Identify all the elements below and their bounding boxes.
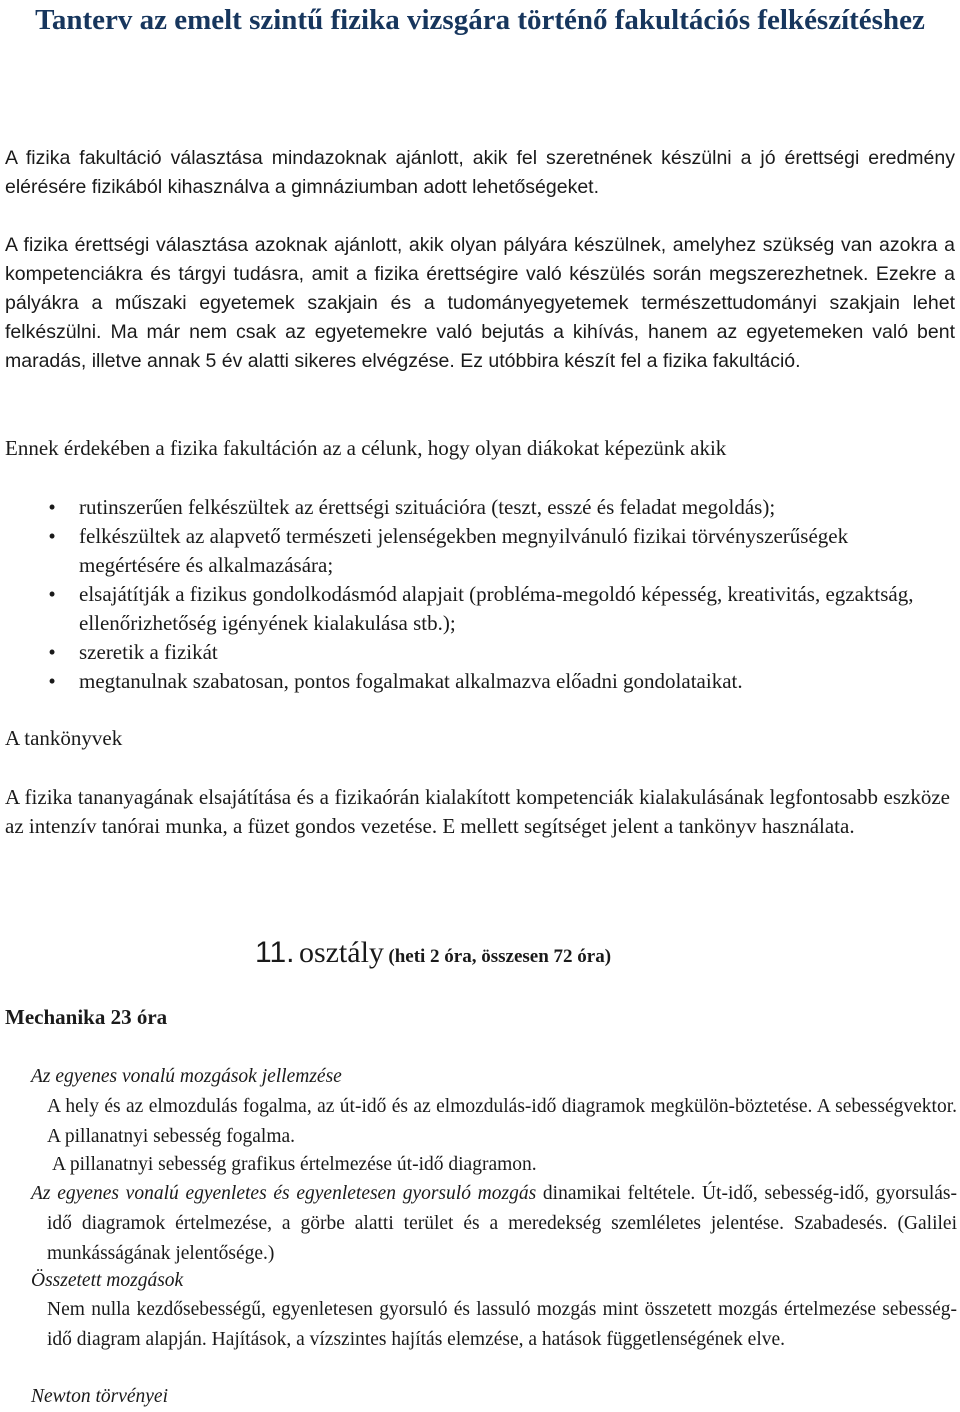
goal-text: felkészültek az alapvető természeti jelenségekben megnyilvánuló fizikai törvényszerűségek megértésére és alkalmazására; (79, 524, 849, 577)
bullet-icon: • (48, 640, 56, 664)
bullet-icon: • (48, 495, 56, 519)
list-item (0, 522, 950, 580)
document-title: Tanterv az emelt szintű fizika vizsgára történő fakultációs felkészítéshez (35, 4, 925, 36)
goal-text: megtanulnak szabatosan, pontos fogalmakat alkalmazva előadni gondolataikat. (79, 669, 743, 693)
topic-body: A hely és az elmozdulás fogalma, az út-idő és az elmozdulás-idő diagramok megkülön-böztetése. A sebességvektor. A pillanatnyi sebesség fogalma. (47, 1096, 957, 1147)
list-item (0, 580, 950, 638)
list-item (0, 493, 950, 522)
grade-number: 11. (255, 936, 295, 969)
topic-heading-inline: Az egyenes vonalú egyenletes és egyenletesen gyorsuló mozgás (31, 1183, 537, 1204)
list-item (0, 667, 950, 696)
topic-heading: Az egyenes vonalú mozgások jellemzése (31, 1066, 342, 1087)
list-item (0, 638, 950, 667)
grade-heading (255, 936, 611, 970)
topic-body-inline: dinamikai feltétele. Út-idő, sebesség-idő, gyorsulás-idő diagramok értelmezése, a görbe alatti terület és a meredekség szemléletes jelentése. Szabadesés. (Galilei munkásságának jelentősége.) (47, 1183, 958, 1264)
grade-hours: (heti 2 óra, összesen 72 óra) (388, 946, 612, 967)
bullet-icon: • (48, 582, 56, 606)
topic-body: Nem nulla kezdősebességű, egyenletesen gyorsuló és lassuló mozgás mint összetett mozgás értelmezése sebesség-idő diagram alapján. Hajítások, a vízszintes hajítás elemzése, a hatások függetlenségének elve. (47, 1299, 957, 1350)
topic-paragraph (31, 1179, 957, 1269)
goal-text: rutinszerűen felkészültek az érettségi szituációra (teszt, esszé és feladat megoldás); (79, 495, 776, 519)
grade-word: osztály (298, 936, 384, 969)
goal-text: szeretik a fizikát (79, 640, 218, 664)
goals-list (0, 493, 950, 696)
bullet-icon: • (48, 669, 56, 693)
bullet-icon: • (48, 524, 56, 548)
intro-paragraph-2: A fizika érettségi választása azoknak ajánlott, akik olyan pályára készülnek, amelyhez szükség van azokra a kompetenciákra és tárgyi tudásra, amit a fizika érettségire való készülés során megszerezhetnek. Ezekre a pályákra a műszaki egyetemek szakjain és a tudományegyetemek természettudományi szakjain lehet felkészülni. Ma már nem csak az egyetemekre való bejutás a kihívás, hanem az egyetemeken való bent maradás, illetve annak 5 év alatti sikeres elvégzése. Ez utóbbira készít fel a fizika fakultáció. (5, 234, 955, 372)
topic-heading: Newton törvényei (31, 1386, 169, 1407)
topic-heading: Összetett mozgások (31, 1270, 184, 1291)
section-title: Mechanika 23 óra (5, 1005, 168, 1029)
intro-paragraph-1: A fizika fakultáció választása mindazoknak ajánlott, akik fel szeretnének készülni a jó érettségi eredmény elérésére fizikából kihasználva a gimnáziumban adott lehetőségeket. (5, 147, 955, 198)
intro-paragraph-3: Ennek érdekében a fizika fakultáción az a célunk, hogy olyan diákokat képezünk akik (5, 436, 727, 460)
goal-text: elsajátítják a fizikus gondolkodásmód alapjait (probléma-megoldó képesség, kreativitás, egzaktság, ellenőrizhetőség igényének kialakulása stb.); (79, 582, 914, 635)
topic-body: A pillanatnyi sebesség grafikus értelmezése út-idő diagramon. (52, 1154, 537, 1175)
textbooks-heading: A tankönyvek (5, 726, 123, 750)
textbooks-paragraph: A fizika tananyagának elsajátítása és a fizikaórán kialakított kompetenciák kialakulásának legfontosabb eszköze az intenzív tanórai munka, a füzet gondos vezetése. E mellett segítséget jelent a tankönyv használata. (5, 785, 950, 838)
